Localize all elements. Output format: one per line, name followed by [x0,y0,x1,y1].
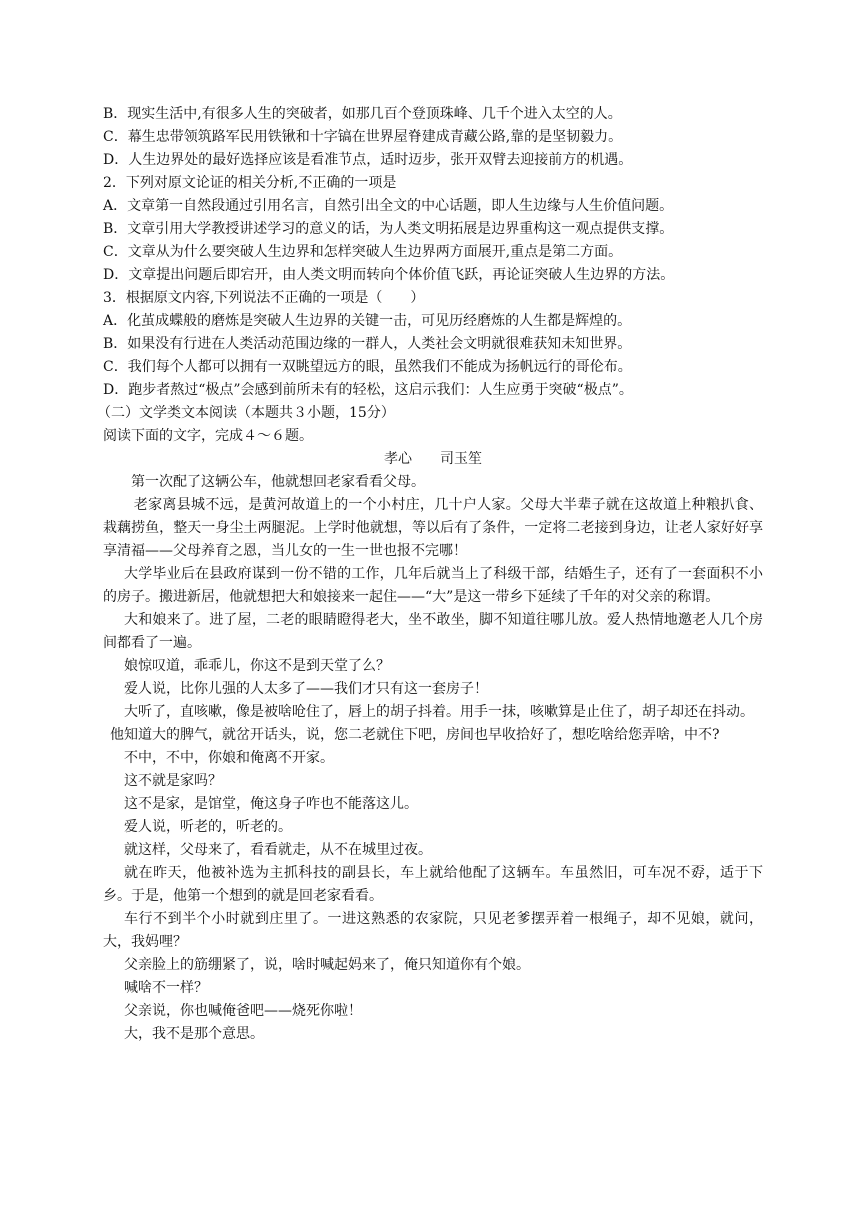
document-content [97,103,763,1046]
q1-option-c: C．幕生忠带领筑路军民用铁锹和十字镐在世界屋脊建成青藏公路,靠的是坚韧毅力。 [103,129,623,145]
story-paragraph: 大听了，直咳嗽，像是被啥呛住了，唇上的胡子抖着。用手一抹，咳嗽算是止住了，胡子却还在抖动。 [124,704,754,720]
q2-option-a: A．文章第一自然段通过引用名言，自然引出全文的中心话题，即人生边缘与人生价值问题。 [103,198,674,214]
q2-option-c: C．文章从为什么要突破人生边界和怎样突破人生边界两方面展开,重点是第二方面。 [103,244,623,260]
story-paragraph: 大和娘来了。进了屋，二老的眼睛瞪得老大，坐不敢坐，脚不知道往哪儿放。爱人热情地邀老人几个房间都看了一遍。 [103,612,763,651]
story-paragraph: 老家离县城不远，是黄河故道上的一个小村庄，几十户人家。父母大半辈子就在这故道上种粮扒食、栽藕捞鱼，整天一身尘土两腿泥。上学时他就想，等以后有了条件，一定将二老接到身边，让老人家好好享享清福——父母养育之恩，当儿女的一生一世也报不完哪！ [103,497,763,559]
story-paragraph: 这不就是家吗？ [124,773,222,789]
q2-option-d: D．文章提出问题后即宕开，由人类文明而转向个体价值飞跃，再论证突破人生边界的方法。 [103,267,675,283]
q3-option-c: C．我们每个人都可以拥有一双眺望远方的眼，虽然我们不能成为扬帆远行的哥伦布。 [103,359,632,375]
story-paragraph: 父亲脸上的筋绷紧了，说，啥时喊起妈来了，俺只知道你有个娘。 [124,957,530,973]
section-instruction: 阅读下面的文字，完成４～６题。 [103,428,313,444]
story-paragraph: 就在昨天，他被补选为主抓科技的副县长，车上就给他配了这辆车。车虽然旧，可车况不孬，适于下乡。于是，他第一个想到的就是回老家看看。 [103,865,763,904]
q1-option-b: B．现实生活中,有很多人生的突破者，如那几百个登顶珠峰、几千个进入太空的人。 [103,106,622,122]
q2-option-b: B．文章引用大学教授讲述学习的意义的话，为人类文明拓展是边界重构这一观点提供支撑。 [103,221,674,237]
q2-stem: 2．下列对原文论证的相关分析,不正确的一项是 [103,175,397,191]
q3-option-b: B．如果没有行进在人类活动范围边缘的一群人，人类社会文明就很难获知未知世界。 [103,336,632,352]
story-paragraph: 就这样，父母来了，看看就走，从不在城里过夜。 [124,842,432,858]
story-paragraph: 他知道大的脾气，就岔开话头，说，您二老就住下吧，房间也早收拾好了，想吃啥给您弄啥，中不? [110,727,720,743]
story-paragraph: 车行不到半个小时就到庄里了。一进这熟悉的农家院，只见老爹摆弄着一根绳子，却不见娘，就问，大，我妈哩？ [103,911,763,950]
story-paragraph: 大，我不是那个意思。 [124,1026,264,1042]
q1-option-d: D．人生边界处的最好选择应该是看准节点，适时迈步，张开双臂去迎接前方的机遇。 [103,152,633,168]
story-title: 孝心 司玉笙 [384,451,482,467]
story-paragraph: 娘惊叹道，乖乖儿，你这不是到天堂了么？ [124,658,390,674]
story-paragraph: 大学毕业后在县政府谋到一份不错的工作，几年后就当上了科级干部，结婚生子，还有了一套面积不小的房子。搬进新居，他就想把大和娘接来一起住——“大”是这一带乡下延续了千年的对父亲的称谓。 [103,566,763,605]
story-paragraph: 不中，不中，你娘和俺离不开家。 [124,750,334,766]
section-heading: （二）文学类文本阅读（本题共３小题，15分） [97,405,395,421]
story-paragraph: 父亲说，你也喊俺爸吧——烧死你啦！ [124,1003,362,1019]
story-paragraph: 这不是家，是馆堂，俺这身子咋也不能落这儿。 [124,796,418,812]
story-paragraph: 爱人说，比你儿强的人太多了——我们才只有这一套房子！ [124,681,488,697]
q3-option-d: D．跑步者熬过“极点”会感到前所未有的轻松，这启示我们：人生应勇于突破“极点”。 [103,382,633,398]
story-paragraph: 第一次配了这辆公车，他就想回老家看看父母。 [131,474,425,490]
q3-option-a: A．化茧成蝶般的磨炼是突破人生边界的关键一击，可见历经磨炼的人生都是辉煌的。 [103,313,632,329]
q3-stem: 3．根据原文内容,下列说法不正确的一项是（ ） [103,290,425,306]
story-paragraph: 爱人说，听老的，听老的。 [124,819,292,835]
story-paragraph: 喊啥不一样？ [124,980,208,996]
